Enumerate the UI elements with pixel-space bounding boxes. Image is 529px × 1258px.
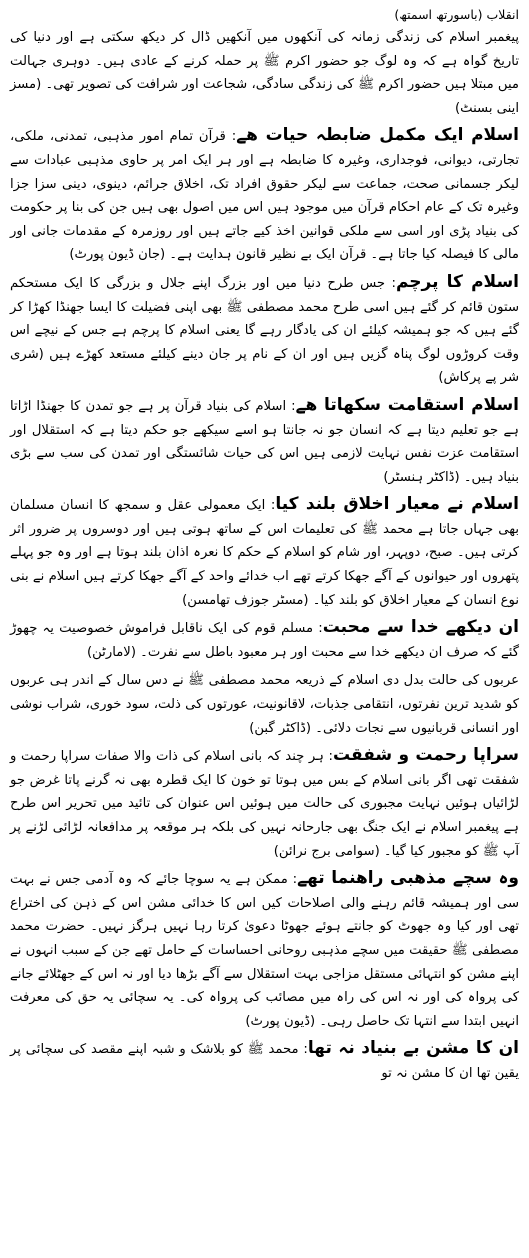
section-heading: اسلام کا پرچم	[395, 271, 519, 292]
section-body: : ہر چند کہ بانی اسلام کی ذات والا صفات سراپا رحمت و شفقت تھی اگر بانی اسلام کے بس میں ہوتا تو خون کا ایک قطرہ بھی نہ گرنے پاتا غرض جو لڑائیاں ہوئیں نہایت مجبوری کی حالت میں ہوئیں اس عنوان کی تائید میں تحریر اس طرح ہے پیغمبر اسلام نے ایک جنگ بھی جارحانہ نہیں کی بلکہ ہر موقعہ پر مدافعانہ لڑائی لڑنے پر آپ ﷺ کو مجبور کیا گیا۔ (سوامی برج نرائن)	[10, 749, 519, 859]
section-body: : مسلم قوم کی ایک ناقابل فراموش خصوصیت یہ چھوڑ گئے کہ صرف ان دیکھے خدا سے محبت اور ہر معبود باطل سے نفرت۔ (لامارٹن)	[10, 621, 519, 660]
section-heading: سراپا رحمت و شفقت	[332, 745, 520, 766]
section-heading: اسلام نے معیار اخلاق بلند کیا	[275, 494, 519, 515]
section-body: : ایک معمولی عقل و سمجھ کا انسان مسلمان بھی جہاں جاتا ہے محمد ﷺ کی تعلیمات اس کے ساتھ ہوتی ہیں اور دوسروں پر ضرور اثر کرتی ہیں۔ صبح، دوپہر، اور شام کو اسلام کے حکم کا نعرہ اذان بلند ہوتا ہے اور وہ جو پہلے پتھروں اور حیوانوں کے آگے جھکا کرتے تھے اب خدائے واحد کے آگے جھکا کرتے ہیں اسلام نے بنی نوع انسان کے معیار اخلاق کو بلند کیا۔ (مسٹر جوزف تھامسن)	[10, 498, 519, 608]
section-heading: ان دیکھے خدا سے محبت	[322, 617, 519, 638]
section-body: : محمد ﷺ کو بلاشک و شبہ اپنے مقصد کی سچائی پر یقین تھا ان کا مشن نہ تو	[10, 1042, 519, 1081]
section-heading: اسلام ایک مکمل ضابطہ حیات ھے	[236, 125, 519, 146]
section-body: : قرآن تمام امور مذہبی، تمدنی، ملکی، تجارتی، دیوانی، فوجداری، وغیرہ کا ضابطہ ہے اور ہر ایک امر پر حاوی مذہبی عبادات سے لیکر جسمانی صحت، جماعت سے لیکر حقوق افراد تک، اخلاق جرائم، دینوی، دینی سزا جزا وغیرہ تک کے عام احکام قرآن میں موجود ہیں اس میں اصول بھی ہیں جن کی بنا پر حکومت کی بنیاد پڑی اور اسی سے ملکی قوانین اخذ کیے جاتے ہیں اور روزمرہ کے مقدمات جانی اور مالی کا فیصلہ کیا جاتا ہے۔ قرآن ایک بے نظیر قانون ہدایت ہے۔ (جان ڈیون پورٹ)	[10, 129, 519, 263]
intro-heading: انقلاب (باسورتھ اسمتھ)	[394, 7, 519, 22]
section-complete-code-of-life	[10, 124, 521, 267]
intro-paragraph: پیغمبر اسلام کی زندگی زمانہ کی آنکھوں میں آنکھیں ڈال کر دیکھ سکتی ہے اور دنیا کی تاریخ گواہ ہے کہ وہ لوگ جو حضور اکرم ﷺ پر حملہ کرنے کے عادی ہیں۔ دوہری جہالت میں مبتلا ہیں حضور اکرم ﷺ کی زندگی سادگی، شجاعت اور شرافت کی تصویر تھی۔ (مسز اینی بسنٹ)	[10, 30, 519, 116]
section-flag-of-islam	[10, 271, 521, 390]
section-teaches-steadfastness	[10, 394, 521, 489]
section-body: : اسلام کی بنیاد قرآن پر ہے جو تمدن کا جھنڈا اڑاتا ہے جو تعلیم دیتا ہے کہ انسان جو نہ جانتا ہو اسے سیکھے جو حکم دیتا ہے کہ استقلال اور استقامت عزت نفس نہایت لازمی ہیں اس کی حیات شائستگی اور تمدن کی سب سے بڑی بنیاد ہیں۔ (ڈاکٹر ہنسٹر)	[10, 398, 519, 485]
section-body: عربوں کی حالت بدل دی اسلام کے ذریعہ محمد مصطفی ﷺ نے دس سال کے اندر ہی عربوں کو شدید ترین نفرتوں، انتقامی جذبات، لاقانونیت، عورتوں کی ذلت، سود خوری، شراب نوشی اور انسانی قربانیوں سے نجات دلائی۔ (ڈاکٹر گبن)	[10, 673, 519, 736]
section-love-of-unseen-god	[10, 616, 521, 664]
section-body: : ممکن ہے یہ سوچا جائے کہ وہ آدمی جس نے بہت سی اور ہمیشہ قائم رہنے والی اصلاحات کیں اس کا خدائی مشن اس کے ذہن کی اختراع تھی اور کیا وہ جھوٹ کو جانتے ہوئے جھوٹا دعویٰ کرتا رہا نہیں ہرگز نہیں۔ حضرت محمد مصطفی ﷺ حقیقت میں سچے مذہبی روحانی احساسات کے حامل تھے جن کے سبب انہوں نے اپنے مشن کو انتہائی مستقل مزاجی بہت استقلال سے آگے بڑھا دیا اور نہ اس کے جھٹلائے جانے کی پرواہ کی اور نہ اس کی راہ میں مصائب کی پرواہ کی۔ یہ سچائی یہ حق کی معرفت انہیں ابتدا سے انتہا تک حاصل رہی۔ (ڈیون پورٹ)	[10, 872, 519, 1029]
section-heading: وہ سچے مذھبی راھنما تھے	[297, 868, 519, 889]
section-heading: اسلام استقامت سکھاتا ھے	[295, 394, 519, 415]
section-true-religious-leader	[10, 867, 521, 1033]
section-body: : جس طرح دنیا میں اور بزرگ اپنے جلال و بزرگی کا ایک مستحکم ستون قائم کر گئے ہیں اسی طرح محمد مصطفی ﷺ بھی اپنی فضیلت کا ایسا جھنڈا کھڑا کر گئے ہیں کہ جو ہمیشہ کیلئے ان کی یادگار رہے گا یعنی اسلام کا پرچم ہے جس کے نیچے اس وقت کروڑوں لوگ پناہ گزیں ہیں اور ان کے نام پر جان دینے کیلئے مستعد کھڑے ہیں (شری شر پے پرکاش)	[10, 275, 519, 386]
section-arab-transformation	[10, 668, 521, 740]
section-heading: ان کا مشن بے بنیاد نہ تھا	[307, 1038, 519, 1059]
section-raised-moral-standard	[10, 493, 521, 612]
section-mercy-and-compassion	[10, 744, 521, 863]
section-mission-not-baseless	[10, 1037, 521, 1085]
